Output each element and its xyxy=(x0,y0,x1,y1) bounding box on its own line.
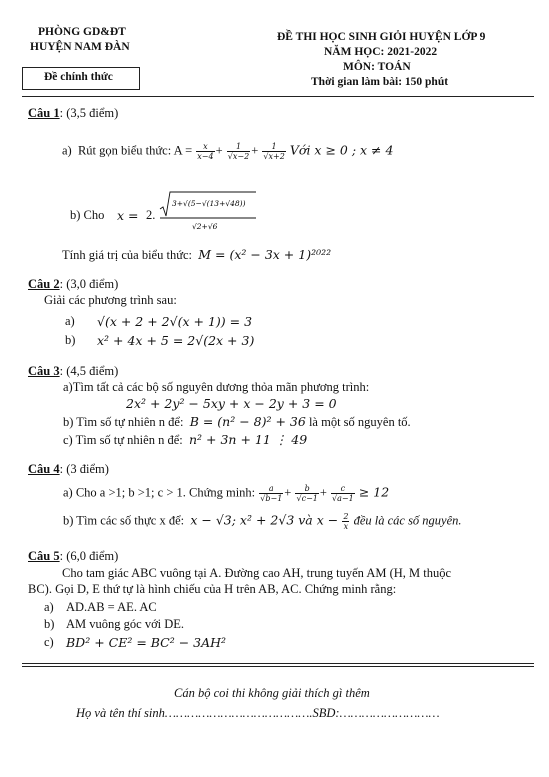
q5-line-2: BC). Gọi D, E thứ tự là hình chiếu của H trên AB, AC. Chứng minh rằng: xyxy=(28,582,397,596)
q5b-text: AM vuông góc với DE. xyxy=(66,617,185,631)
q5b-label: b) xyxy=(44,617,55,631)
q2b-label: b) xyxy=(65,333,76,347)
header-divider xyxy=(22,96,534,97)
q1b-label: b) Cho xyxy=(70,208,105,222)
q1-heading: Câu 1: (3,5 điểm) xyxy=(28,106,119,120)
candidate-name-line: Họ và tên thí sinh………………………………….SBD:……………………… xyxy=(76,706,440,720)
q2a-equation: √(x + 2 + 2√(x + 1)) = 3 xyxy=(97,314,253,329)
q5c-label: c) xyxy=(44,635,54,649)
q3b-line: b) Tìm số tự nhiên n để: B = (n² − 8)² + 36 là một số nguyên tố. xyxy=(63,414,411,429)
official-label: Đề chính thức xyxy=(44,71,113,83)
q5c-equation: BD² + CE² = BC² − 3AH² xyxy=(66,635,227,650)
q5a-label: a) xyxy=(44,600,54,614)
footer-divider-bottom xyxy=(22,666,534,667)
footer-divider-top xyxy=(22,663,534,664)
q4a-line: a) Cho a >1; b >1; c > 1. Chứng minh: $\frac{a}{√b-1}$ + $\frac{b}{√c-1}$ + $\frac{c}{√a-1}$ ≥ 12 xyxy=(63,484,390,503)
svg-text:3+√(5−√(13+√48)): 3+√(5−√(13+√48)) xyxy=(172,199,246,208)
invigilator-note: Cán bộ coi thi không giải thích gì thêm xyxy=(174,686,370,700)
q2b-equation: x² + 4x + 5 = 2√(2x + 3) xyxy=(97,333,255,348)
q1b-fraction xyxy=(158,190,258,234)
q1b-two: 2. xyxy=(146,208,156,222)
exam-title: ĐỀ THI HỌC SINH GIỎI HUYỆN LỚP 9 xyxy=(277,31,486,43)
q4-heading: Câu 4: (3 điểm) xyxy=(28,462,109,476)
q1a-line: a) Rút gọn biểu thức: A = $\frac{x}{x-4}$ + $\frac{1}{√x-2}$ + $\frac{1}{√x+2}$ Với x ≥ 0 ; x ≠ 4 xyxy=(62,142,394,161)
q3c-line: c) Tìm số tự nhiên n để: n² + 3n + 11 ⋮ 49 xyxy=(63,432,308,447)
q3a-text: a)Tìm tất cả các bộ số nguyên dương thỏa mãn phương trình: xyxy=(63,380,370,394)
q3a-equation: 2x² + 2y² − 5xy + x − 2y + 3 = 0 xyxy=(126,396,337,411)
q1b-x: x = xyxy=(117,208,139,223)
q2-intro: Giải các phương trình sau: xyxy=(44,293,177,307)
exam-duration: Thời gian làm bài: 150 phút xyxy=(311,76,449,88)
svg-text:√2+√6: √2+√6 xyxy=(192,222,218,231)
q2-heading: Câu 2: (3,0 điểm) xyxy=(28,277,119,291)
q5-line-1: Cho tam giác ABC vuông tại A. Đường cao AH, trung tuyến AM (H, M thuộc xyxy=(62,566,452,580)
q1b-task: Tính giá trị của biểu thức: M = (x² − 3x + 1)²⁰²² xyxy=(62,247,332,262)
q2a-label: a) xyxy=(65,314,75,328)
subject: MÔN: TOÁN xyxy=(343,61,411,73)
q3-heading: Câu 3: (4,5 điểm) xyxy=(28,364,119,378)
school-year: NĂM HỌC: 2021-2022 xyxy=(324,46,438,58)
q5a-text: AD.AB = AE. AC xyxy=(66,600,157,614)
q4b-line: b) Tìm các số thực x để: x − √3; x² + 2√3 và x − $\frac{2}{x}$ đều là các số nguyên. xyxy=(63,512,462,531)
q5-heading: Câu 5: (6,0 điểm) xyxy=(28,549,119,563)
department-line-1: PHÒNG GD&ĐT xyxy=(38,26,126,38)
department-line-2: HUYỆN NAM ĐÀN xyxy=(30,41,130,53)
